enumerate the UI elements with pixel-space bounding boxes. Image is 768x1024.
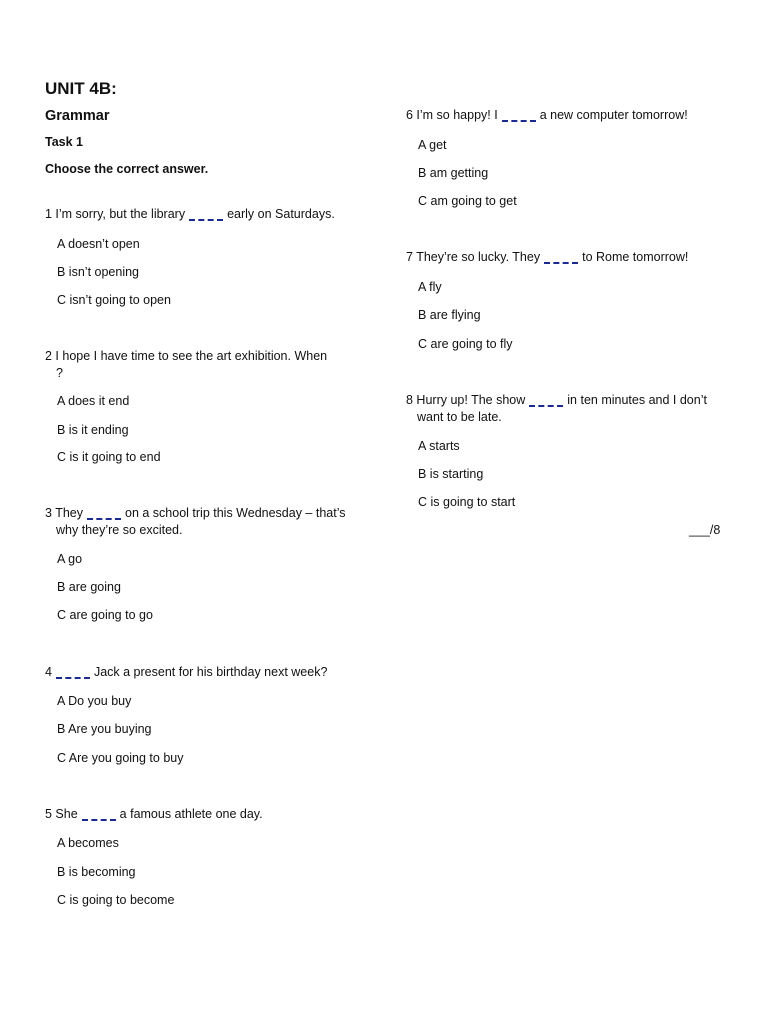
option-3a[interactable]: A go bbox=[57, 552, 83, 566]
question-text: on a school trip this Wednesday – that’s bbox=[125, 506, 346, 520]
unit-title: UNIT 4B: bbox=[45, 79, 117, 98]
option-4b[interactable]: B Are you buying bbox=[57, 722, 152, 736]
question-text: 8 Hurry up! The show bbox=[406, 393, 526, 407]
question-text: 5 She bbox=[45, 807, 78, 821]
option-2a[interactable]: A does it end bbox=[57, 394, 130, 408]
answer-blank[interactable] bbox=[56, 664, 90, 679]
option-7a[interactable]: A fly bbox=[418, 280, 442, 294]
answer-blank[interactable] bbox=[502, 107, 536, 122]
option-8b[interactable]: B is starting bbox=[418, 467, 484, 481]
answer-blank[interactable] bbox=[544, 249, 578, 264]
question-6 bbox=[406, 107, 688, 124]
option-6c[interactable]: C am going to get bbox=[418, 194, 517, 208]
option-8a[interactable]: A starts bbox=[418, 439, 460, 453]
question-text: a new computer tomorrow! bbox=[539, 108, 688, 122]
option-7c[interactable]: C are going to fly bbox=[418, 337, 513, 351]
question-5 bbox=[45, 806, 263, 823]
question-1 bbox=[45, 206, 335, 223]
option-6b[interactable]: B am getting bbox=[418, 166, 489, 180]
answer-blank[interactable] bbox=[189, 206, 223, 221]
question-continuation: why they’re so excited. bbox=[56, 523, 183, 537]
option-7b[interactable]: B are flying bbox=[418, 308, 481, 322]
option-3c[interactable]: C are going to go bbox=[57, 608, 153, 622]
option-1a[interactable]: A doesn’t open bbox=[57, 237, 140, 251]
question-continuation: ? bbox=[56, 366, 63, 380]
question-7 bbox=[406, 249, 688, 266]
answer-blank[interactable] bbox=[529, 392, 563, 407]
question-text: 7 They’re so lucky. They bbox=[406, 250, 541, 264]
question-4 bbox=[45, 664, 327, 681]
option-1c[interactable]: C isn’t going to open bbox=[57, 293, 171, 307]
question-2 bbox=[45, 348, 327, 382]
question-text: Jack a present for his birthday next week? bbox=[93, 665, 328, 679]
question-text: to Rome tomorrow! bbox=[582, 250, 689, 264]
option-4a[interactable]: A Do you buy bbox=[57, 694, 132, 708]
option-5c[interactable]: C is going to become bbox=[57, 893, 175, 907]
question-text: 1 I’m sorry, but the library bbox=[45, 207, 186, 221]
question-text: 6 I’m so happy! I bbox=[406, 108, 498, 122]
option-5a[interactable]: A becomes bbox=[57, 836, 119, 850]
option-1b[interactable]: B isn’t opening bbox=[57, 265, 140, 279]
option-2c[interactable]: C is it going to end bbox=[57, 450, 161, 464]
question-text: 4 bbox=[45, 665, 52, 679]
section-title: Grammar bbox=[45, 108, 110, 124]
option-3b[interactable]: B are going bbox=[57, 580, 121, 594]
answer-blank[interactable] bbox=[82, 806, 116, 821]
score-total: ___/8 bbox=[689, 523, 721, 537]
task-title: Task 1 bbox=[45, 135, 83, 149]
option-8c[interactable]: C is going to start bbox=[418, 495, 516, 509]
option-5b[interactable]: B is becoming bbox=[57, 865, 136, 879]
option-6a[interactable]: A get bbox=[418, 138, 447, 152]
question-text: in ten minutes and I don’t bbox=[567, 393, 707, 407]
question-continuation: want to be late. bbox=[417, 410, 502, 424]
answer-blank[interactable] bbox=[87, 505, 121, 520]
question-text: early on Saturdays. bbox=[227, 207, 335, 221]
question-8 bbox=[406, 392, 707, 426]
question-3 bbox=[45, 505, 346, 539]
question-text: 2 I hope I have time to see the art exhibition. When bbox=[45, 349, 328, 363]
option-2b[interactable]: B is it ending bbox=[57, 423, 129, 437]
option-4c[interactable]: C Are you going to buy bbox=[57, 751, 184, 765]
instruction: Choose the correct answer. bbox=[45, 162, 209, 176]
question-text: a famous athlete one day. bbox=[119, 807, 263, 821]
question-text: 3 They bbox=[45, 506, 83, 520]
